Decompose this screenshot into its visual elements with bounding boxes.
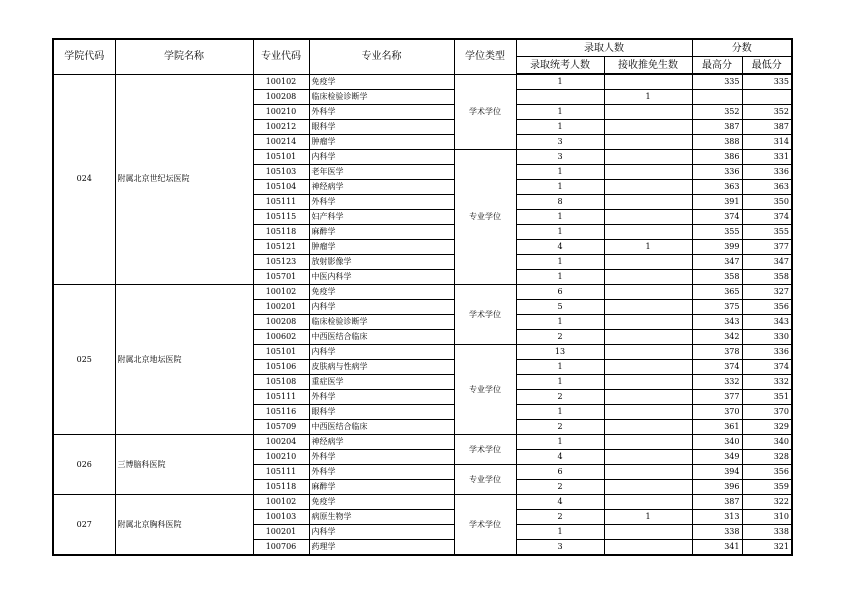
major-name-cell: 临床检验诊断学 <box>309 315 454 330</box>
exam-admitted-cell: 1 <box>516 270 604 285</box>
exempt-admitted-cell <box>604 345 692 360</box>
major-code-cell: 105123 <box>253 255 309 270</box>
college-code-cell: 027 <box>53 495 115 556</box>
major-code-cell: 100201 <box>253 525 309 540</box>
major-name-cell: 内科学 <box>309 345 454 360</box>
min-score-cell: 336 <box>742 165 792 180</box>
exempt-admitted-cell <box>604 390 692 405</box>
major-code-cell: 100602 <box>253 330 309 345</box>
min-score-cell: 329 <box>742 420 792 435</box>
min-score-cell: 332 <box>742 375 792 390</box>
college-code-cell: 025 <box>53 285 115 435</box>
exam-admitted-cell: 3 <box>516 135 604 150</box>
major-code-cell: 100103 <box>253 510 309 525</box>
max-score-cell: 342 <box>692 330 742 345</box>
exam-admitted-cell: 2 <box>516 330 604 345</box>
max-score-cell: 378 <box>692 345 742 360</box>
exempt-admitted-cell: 1 <box>604 240 692 255</box>
table-row <box>53 74 792 90</box>
exam-admitted-cell: 1 <box>516 120 604 135</box>
exam-admitted-cell: 5 <box>516 300 604 315</box>
exam-admitted-cell: 4 <box>516 450 604 465</box>
max-score-cell: 377 <box>692 390 742 405</box>
major-name-cell: 皮肤病与性病学 <box>309 360 454 375</box>
major-name-cell: 免疫学 <box>309 74 454 90</box>
college-name-cell: 附属北京胸科医院 <box>115 495 253 556</box>
degree-type-cell: 专业学位 <box>454 465 516 495</box>
exam-admitted-cell: 1 <box>516 180 604 195</box>
max-score-cell: 341 <box>692 540 742 556</box>
max-score-cell: 338 <box>692 525 742 540</box>
min-score-cell: 331 <box>742 150 792 165</box>
min-score-cell: 328 <box>742 450 792 465</box>
exam-admitted-cell: 1 <box>516 435 604 450</box>
min-score-cell: 374 <box>742 360 792 375</box>
header-min-score: 最低分 <box>742 57 792 75</box>
exam-admitted-cell: 2 <box>516 390 604 405</box>
college-code-cell: 024 <box>53 74 115 285</box>
degree-type-cell: 学术学位 <box>454 74 516 150</box>
exempt-admitted-cell <box>604 360 692 375</box>
major-name-cell: 外科学 <box>309 390 454 405</box>
max-score-cell: 352 <box>692 105 742 120</box>
exam-admitted-cell: 1 <box>516 405 604 420</box>
major-name-cell: 神经病学 <box>309 180 454 195</box>
min-score-cell: 327 <box>742 285 792 300</box>
exam-admitted-cell: 1 <box>516 105 604 120</box>
exam-admitted-cell: 1 <box>516 315 604 330</box>
major-code-cell: 105115 <box>253 210 309 225</box>
exempt-admitted-cell <box>604 195 692 210</box>
degree-type-cell: 专业学位 <box>454 150 516 285</box>
major-code-cell: 105111 <box>253 195 309 210</box>
max-score-cell: 370 <box>692 405 742 420</box>
min-score-cell: 347 <box>742 255 792 270</box>
college-code-cell: 026 <box>53 435 115 495</box>
major-name-cell: 眼科学 <box>309 405 454 420</box>
exempt-admitted-cell <box>604 180 692 195</box>
major-name-cell: 药理学 <box>309 540 454 556</box>
max-score-cell: 394 <box>692 465 742 480</box>
header-degree-type: 学位类型 <box>454 39 516 74</box>
exempt-admitted-cell <box>604 330 692 345</box>
exempt-admitted-cell <box>604 315 692 330</box>
major-code-cell: 100102 <box>253 74 309 90</box>
degree-type-cell: 学术学位 <box>454 285 516 345</box>
major-name-cell: 中医内科学 <box>309 270 454 285</box>
min-score-cell: 350 <box>742 195 792 210</box>
max-score-cell: 363 <box>692 180 742 195</box>
min-score-cell: 335 <box>742 74 792 90</box>
major-code-cell: 100214 <box>253 135 309 150</box>
max-score-cell: 358 <box>692 270 742 285</box>
major-name-cell: 中西医结合临床 <box>309 330 454 345</box>
exempt-admitted-cell <box>604 480 692 495</box>
header-major-code: 专业代码 <box>253 39 309 74</box>
exempt-admitted-cell <box>604 450 692 465</box>
exempt-admitted-cell <box>604 105 692 120</box>
min-score-cell: 351 <box>742 390 792 405</box>
min-score-cell: 336 <box>742 345 792 360</box>
exam-admitted-cell: 1 <box>516 525 604 540</box>
major-name-cell: 病原生物学 <box>309 510 454 525</box>
max-score-cell: 355 <box>692 225 742 240</box>
max-score-cell: 336 <box>692 165 742 180</box>
exam-admitted-cell: 8 <box>516 195 604 210</box>
header-college-code: 学院代码 <box>53 39 115 74</box>
exempt-admitted-cell: 1 <box>604 90 692 105</box>
header-major-name: 专业名称 <box>309 39 454 74</box>
major-code-cell: 105106 <box>253 360 309 375</box>
exempt-admitted-cell <box>604 540 692 556</box>
exempt-admitted-cell <box>604 525 692 540</box>
exempt-admitted-cell <box>604 135 692 150</box>
min-score-cell: 352 <box>742 105 792 120</box>
exam-admitted-cell: 2 <box>516 480 604 495</box>
major-code-cell: 105108 <box>253 375 309 390</box>
major-code-cell: 105121 <box>253 240 309 255</box>
major-code-cell: 105701 <box>253 270 309 285</box>
major-name-cell: 麻醉学 <box>309 225 454 240</box>
exempt-admitted-cell <box>604 150 692 165</box>
max-score-cell: 399 <box>692 240 742 255</box>
table-header <box>53 39 792 74</box>
header-exempt-admitted: 接收推免生数 <box>604 57 692 75</box>
major-code-cell: 100210 <box>253 450 309 465</box>
major-code-cell: 105116 <box>253 405 309 420</box>
major-name-cell: 肿瘤学 <box>309 135 454 150</box>
max-score-cell: 387 <box>692 495 742 510</box>
major-name-cell: 放射影像学 <box>309 255 454 270</box>
major-name-cell: 肿瘤学 <box>309 240 454 255</box>
table-row <box>53 495 792 510</box>
table-row <box>53 285 792 300</box>
max-score-cell: 347 <box>692 255 742 270</box>
exempt-admitted-cell <box>604 120 692 135</box>
major-code-cell: 105101 <box>253 345 309 360</box>
degree-type-cell: 专业学位 <box>454 345 516 435</box>
exam-admitted-cell: 2 <box>516 420 604 435</box>
major-name-cell: 免疫学 <box>309 495 454 510</box>
min-score-cell: 322 <box>742 495 792 510</box>
major-code-cell: 105118 <box>253 480 309 495</box>
table-row <box>53 435 792 450</box>
header-score: 分数 <box>692 39 792 57</box>
max-score-cell: 365 <box>692 285 742 300</box>
major-name-cell: 麻醉学 <box>309 480 454 495</box>
major-code-cell: 105111 <box>253 390 309 405</box>
exam-admitted-cell: 13 <box>516 345 604 360</box>
min-score-cell: 356 <box>742 465 792 480</box>
min-score-cell: 321 <box>742 540 792 556</box>
exam-admitted-cell: 1 <box>516 74 604 90</box>
exempt-admitted-cell: 1 <box>604 510 692 525</box>
max-score-cell: 374 <box>692 210 742 225</box>
exempt-admitted-cell <box>604 285 692 300</box>
exam-admitted-cell: 1 <box>516 360 604 375</box>
major-code-cell: 100204 <box>253 435 309 450</box>
min-score-cell: 363 <box>742 180 792 195</box>
college-name-cell: 附属北京世纪坛医院 <box>115 74 253 285</box>
major-name-cell: 重症医学 <box>309 375 454 390</box>
exam-admitted-cell <box>516 90 604 105</box>
major-name-cell: 神经病学 <box>309 435 454 450</box>
min-score-cell: 370 <box>742 405 792 420</box>
major-code-cell: 105118 <box>253 225 309 240</box>
min-score-cell: 338 <box>742 525 792 540</box>
exam-admitted-cell: 2 <box>516 510 604 525</box>
major-name-cell: 外科学 <box>309 465 454 480</box>
major-name-cell: 内科学 <box>309 150 454 165</box>
exempt-admitted-cell <box>604 165 692 180</box>
min-score-cell: 358 <box>742 270 792 285</box>
min-score-cell: 356 <box>742 300 792 315</box>
major-code-cell: 105709 <box>253 420 309 435</box>
min-score-cell: 310 <box>742 510 792 525</box>
exam-admitted-cell: 6 <box>516 465 604 480</box>
major-code-cell: 100212 <box>253 120 309 135</box>
major-name-cell: 临床检验诊断学 <box>309 90 454 105</box>
min-score-cell: 374 <box>742 210 792 225</box>
header-exam-admitted: 录取统考人数 <box>516 57 604 75</box>
max-score-cell: 332 <box>692 375 742 390</box>
major-code-cell: 100210 <box>253 105 309 120</box>
major-code-cell: 105111 <box>253 465 309 480</box>
max-score-cell: 386 <box>692 150 742 165</box>
major-name-cell: 外科学 <box>309 105 454 120</box>
exempt-admitted-cell <box>604 435 692 450</box>
exempt-admitted-cell <box>604 465 692 480</box>
min-score-cell: 387 <box>742 120 792 135</box>
max-score-cell: 374 <box>692 360 742 375</box>
exempt-admitted-cell <box>604 300 692 315</box>
min-score-cell: 314 <box>742 135 792 150</box>
major-name-cell: 妇产科学 <box>309 210 454 225</box>
major-code-cell: 105104 <box>253 180 309 195</box>
major-name-cell: 老年医学 <box>309 165 454 180</box>
exam-admitted-cell: 1 <box>516 255 604 270</box>
exempt-admitted-cell <box>604 270 692 285</box>
header-max-score: 最高分 <box>692 57 742 75</box>
exam-admitted-cell: 3 <box>516 540 604 556</box>
exam-admitted-cell: 6 <box>516 285 604 300</box>
min-score-cell <box>742 90 792 105</box>
max-score-cell: 313 <box>692 510 742 525</box>
major-name-cell: 眼科学 <box>309 120 454 135</box>
max-score-cell: 361 <box>692 420 742 435</box>
max-score-cell: 340 <box>692 435 742 450</box>
min-score-cell: 330 <box>742 330 792 345</box>
max-score-cell: 335 <box>692 74 742 90</box>
max-score-cell: 375 <box>692 300 742 315</box>
exam-admitted-cell: 1 <box>516 165 604 180</box>
exempt-admitted-cell <box>604 210 692 225</box>
exempt-admitted-cell <box>604 420 692 435</box>
exam-admitted-cell: 3 <box>516 150 604 165</box>
major-name-cell: 内科学 <box>309 525 454 540</box>
major-name-cell: 内科学 <box>309 300 454 315</box>
exam-admitted-cell: 4 <box>516 240 604 255</box>
exam-admitted-cell: 1 <box>516 210 604 225</box>
max-score-cell: 396 <box>692 480 742 495</box>
max-score-cell: 343 <box>692 315 742 330</box>
major-code-cell: 100208 <box>253 90 309 105</box>
max-score-cell: 391 <box>692 195 742 210</box>
major-name-cell: 外科学 <box>309 195 454 210</box>
major-name-cell: 外科学 <box>309 450 454 465</box>
major-name-cell: 中西医结合临床 <box>309 420 454 435</box>
degree-type-cell: 学术学位 <box>454 435 516 465</box>
major-code-cell: 105101 <box>253 150 309 165</box>
major-code-cell: 100706 <box>253 540 309 556</box>
exam-admitted-cell: 1 <box>516 375 604 390</box>
min-score-cell: 377 <box>742 240 792 255</box>
min-score-cell: 355 <box>742 225 792 240</box>
exempt-admitted-cell <box>604 405 692 420</box>
max-score-cell: 387 <box>692 120 742 135</box>
min-score-cell: 343 <box>742 315 792 330</box>
max-score-cell <box>692 90 742 105</box>
exempt-admitted-cell <box>604 255 692 270</box>
degree-type-cell: 学术学位 <box>454 495 516 556</box>
max-score-cell: 349 <box>692 450 742 465</box>
major-name-cell: 免疫学 <box>309 285 454 300</box>
exempt-admitted-cell <box>604 225 692 240</box>
admissions-table <box>52 38 793 556</box>
header-admitted: 录取人数 <box>516 39 692 57</box>
college-name-cell: 三博脑科医院 <box>115 435 253 495</box>
exempt-admitted-cell <box>604 495 692 510</box>
major-code-cell: 100102 <box>253 495 309 510</box>
major-code-cell: 100208 <box>253 315 309 330</box>
college-name-cell: 附属北京地坛医院 <box>115 285 253 435</box>
exempt-admitted-cell <box>604 74 692 90</box>
min-score-cell: 340 <box>742 435 792 450</box>
exempt-admitted-cell <box>604 375 692 390</box>
exam-admitted-cell: 4 <box>516 495 604 510</box>
max-score-cell: 388 <box>692 135 742 150</box>
exam-admitted-cell: 1 <box>516 225 604 240</box>
major-code-cell: 100102 <box>253 285 309 300</box>
header-college-name: 学院名称 <box>115 39 253 74</box>
min-score-cell: 359 <box>742 480 792 495</box>
major-code-cell: 100201 <box>253 300 309 315</box>
table-body <box>53 74 792 555</box>
major-code-cell: 105103 <box>253 165 309 180</box>
